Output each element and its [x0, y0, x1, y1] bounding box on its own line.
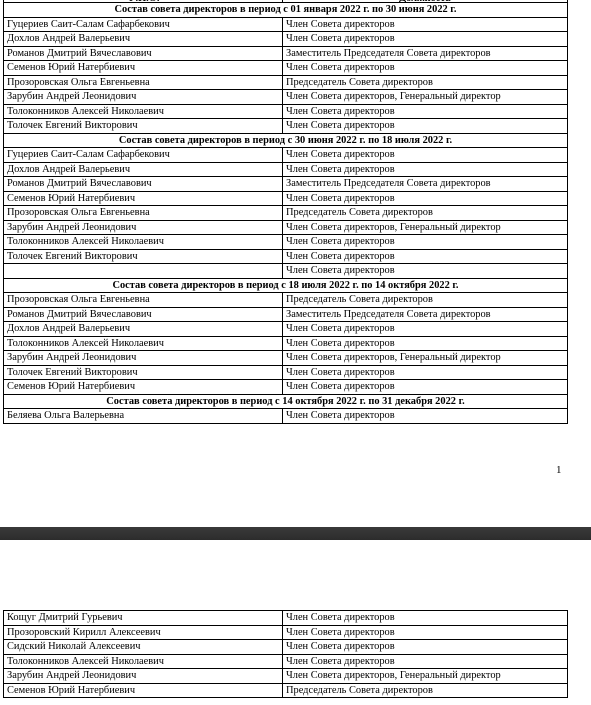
board-composition-table: [3, 0, 568, 424]
section-title: Состав совета директоров в период с 30 июня 2022 г. по 18 июля 2022 г.: [4, 133, 568, 148]
table-row: [4, 235, 568, 250]
table-row: [4, 148, 568, 163]
director-position-cell: Член Совета директоров: [283, 640, 568, 655]
section-title-row: [4, 278, 568, 293]
director-position-cell: Член Совета директоров: [283, 264, 568, 279]
section-title-row: [4, 394, 568, 409]
director-position-cell: Член Совета директоров: [283, 17, 568, 32]
table-row: [4, 625, 568, 640]
director-name-cell: Прозоровская Ольга Евгеньевна: [4, 206, 283, 221]
director-name-cell: Сидский Николай Алексеевич: [4, 640, 283, 655]
table-row: [4, 17, 568, 32]
director-position-cell: Член Совета директоров: [283, 654, 568, 669]
director-name-cell: Романов Дмитрий Вячеславович: [4, 307, 283, 322]
director-name-cell: Зарубин Андрей Леонидович: [4, 669, 283, 684]
director-position-cell: Член Совета директоров: [283, 336, 568, 351]
director-position-cell: Председатель Совета директоров: [283, 683, 568, 698]
table-row: [4, 351, 568, 366]
director-position-cell: Председатель Совета директоров: [283, 75, 568, 90]
director-name-cell: Романов Дмитрий Вячеславович: [4, 46, 283, 61]
section-title: Состав совета директоров в период с 14 октября 2022 г. по 31 декабря 2022 г.: [4, 394, 568, 409]
table-row: [4, 683, 568, 698]
board-continuation-table: [3, 610, 568, 698]
table-row: [4, 264, 568, 279]
table-row: [4, 46, 568, 61]
section-title-row: [4, 133, 568, 148]
table-row: [4, 177, 568, 192]
table-row: [4, 640, 568, 655]
table-row: [4, 293, 568, 308]
director-name-cell: Дохлов Андрей Валерьевич: [4, 322, 283, 337]
table-row: [4, 104, 568, 119]
director-position-cell: Член Совета директоров: [283, 191, 568, 206]
section-title: Состав совета директоров в период с 01 января 2022 г. по 30 июня 2022 г.: [4, 3, 568, 18]
director-name-cell: Дохлов Андрей Валерьевич: [4, 32, 283, 47]
director-position-cell: Член Совета директоров: [283, 625, 568, 640]
director-position-cell: Член Совета директоров: [283, 61, 568, 76]
director-name-cell: Прозоровский Кирилл Алексеевич: [4, 625, 283, 640]
director-position-cell: Член Совета директоров: [283, 322, 568, 337]
director-name-cell: Семенов Юрий Натербиевич: [4, 61, 283, 76]
director-position-cell: Член Совета директоров: [283, 32, 568, 47]
page-separator: [0, 527, 591, 540]
table-row: [4, 90, 568, 105]
table-row: [4, 61, 568, 76]
table-row: [4, 336, 568, 351]
director-position-cell: Председатель Совета директоров: [283, 206, 568, 221]
director-name-cell: Толочек Евгений Викторович: [4, 119, 283, 134]
director-name-cell: Толочек Евгений Викторович: [4, 249, 283, 264]
director-position-cell: Член Совета директоров: [283, 249, 568, 264]
director-position-cell: Член Совета директоров: [283, 162, 568, 177]
director-position-cell: Член Совета директоров: [283, 235, 568, 250]
director-position-cell: Заместитель Председателя Совета директоров: [283, 177, 568, 192]
director-position-cell: Член Совета директоров: [283, 409, 568, 424]
director-position-cell: Член Совета директоров: [283, 365, 568, 380]
director-name-cell: Толоконников Алексей Николаевич: [4, 336, 283, 351]
director-name-cell: Дохлов Андрей Валерьевич: [4, 162, 283, 177]
director-name-cell: Толоконников Алексей Николаевич: [4, 235, 283, 250]
director-name-cell: Толоконников Алексей Николаевич: [4, 104, 283, 119]
director-name-cell: Семенов Юрий Натербиевич: [4, 683, 283, 698]
director-name-cell: Зарубин Андрей Леонидович: [4, 90, 283, 105]
director-position-cell: Член Совета директоров, Генеральный директор: [283, 90, 568, 105]
table-row: [4, 322, 568, 337]
table-row: [4, 249, 568, 264]
table-row: [4, 365, 568, 380]
table-row: [4, 75, 568, 90]
director-position-cell: Член Совета директоров: [283, 380, 568, 395]
director-name-cell: Зарубин Андрей Леонидович: [4, 351, 283, 366]
director-position-cell: Заместитель Председателя Совета директоров: [283, 46, 568, 61]
table-row: [4, 307, 568, 322]
table-row: [4, 206, 568, 221]
table-row: [4, 669, 568, 684]
director-position-cell: Член Совета директоров: [283, 104, 568, 119]
section-title: Состав совета директоров в период с 18 июля 2022 г. по 14 октября 2022 г.: [4, 278, 568, 293]
director-name-cell: Зарубин Андрей Леонидович: [4, 220, 283, 235]
director-position-cell: Член Совета директоров, Генеральный директор: [283, 669, 568, 684]
director-name-cell: Романов Дмитрий Вячеславович: [4, 177, 283, 192]
table-row: [4, 220, 568, 235]
director-name-cell: Гуцериев Саит-Салам Сафарбекович: [4, 148, 283, 163]
director-name-cell: Прозоровская Ольга Евгеньевна: [4, 293, 283, 308]
director-position-cell: Член Совета директоров: [283, 119, 568, 134]
table-row: [4, 409, 568, 424]
director-name-cell: Семенов Юрий Натербиевич: [4, 380, 283, 395]
director-name-cell: Семенов Юрий Натербиевич: [4, 191, 283, 206]
director-position-cell: Член Совета директоров, Генеральный директор: [283, 351, 568, 366]
page-number: 1: [556, 464, 562, 476]
director-position-cell: Председатель Совета директоров: [283, 293, 568, 308]
table-row: [4, 162, 568, 177]
director-position-cell: Член Совета директоров: [283, 148, 568, 163]
table-row: [4, 119, 568, 134]
section-title-row: [4, 3, 568, 18]
director-name-cell: [4, 264, 283, 279]
director-name-cell: Толоконников Алексей Николаевич: [4, 654, 283, 669]
table-row: [4, 654, 568, 669]
document-page-2: [0, 540, 591, 705]
director-position-cell: Заместитель Председателя Совета директоров: [283, 307, 568, 322]
director-name-cell: Беляева Ольга Валерьевна: [4, 409, 283, 424]
director-position-cell: Член Совета директоров: [283, 611, 568, 626]
table-row: [4, 611, 568, 626]
table-row: [4, 191, 568, 206]
table-row: [4, 32, 568, 47]
director-name-cell: Гуцериев Саит-Салам Сафарбекович: [4, 17, 283, 32]
director-name-cell: Кощуг Дмитрий Гурьевич: [4, 611, 283, 626]
director-name-cell: Прозоровская Ольга Евгеньевна: [4, 75, 283, 90]
table-row: [4, 380, 568, 395]
director-position-cell: Член Совета директоров, Генеральный директор: [283, 220, 568, 235]
director-name-cell: Толочек Евгений Викторович: [4, 365, 283, 380]
